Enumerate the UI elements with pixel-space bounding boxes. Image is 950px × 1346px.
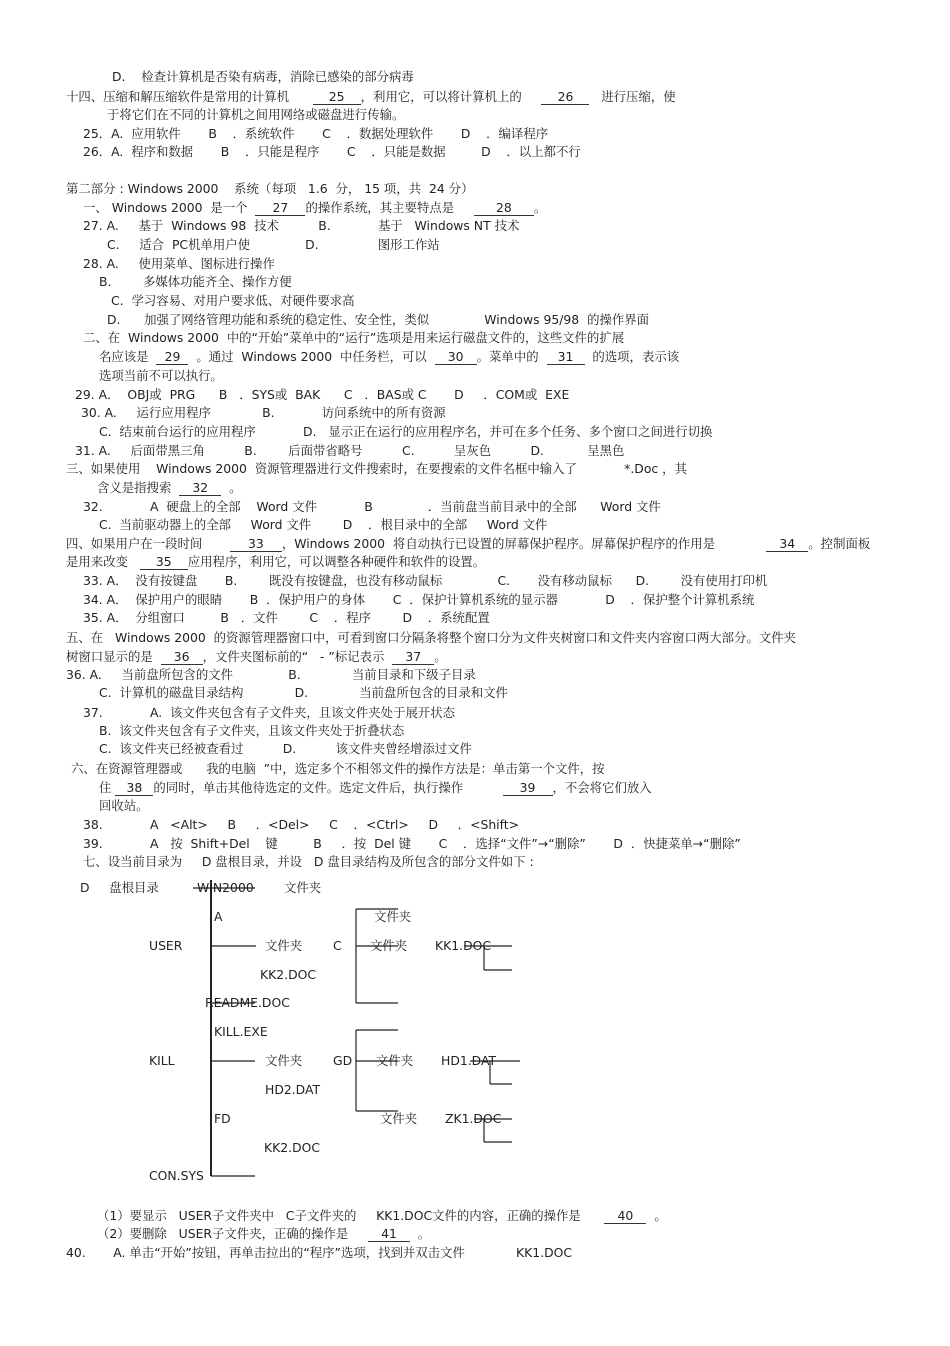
line-text: 35. A． 分组窗口 B ．文件 C ．程序 D ．系统配置 bbox=[83, 610, 490, 625]
tree-node-label: 文件夹 bbox=[284, 880, 322, 895]
line-text: （1）要显示 USER子文件夹中 C子文件夹的 KK1.DOC文件的内容，正确的操作是 bbox=[97, 1208, 605, 1223]
line-text: 30. A. 运行应用程序 B. 访问系统中的所有资源 bbox=[81, 405, 446, 420]
line-text: 。 bbox=[221, 480, 242, 495]
answer-blank: 30 bbox=[435, 350, 477, 365]
tree-node-label: A bbox=[214, 909, 223, 924]
line-text: 27. A. 基于 Windows 98 技术 B. 基于 Windows NT 技术 bbox=[83, 218, 520, 233]
line-text: C. 该文件夹已经被查看过 D. 该文件夹曾经增添过文件 bbox=[99, 741, 472, 756]
line-text: 含义是指搜索 bbox=[97, 480, 180, 495]
line-text: C. 学习容易、对用户要求低、对硬件要求高 bbox=[111, 293, 355, 308]
tree-node-label: KILL.EXE bbox=[214, 1024, 268, 1039]
answer-blank: 36 bbox=[161, 650, 203, 665]
line-text: 四、如果用户在一段时间 bbox=[66, 536, 230, 551]
line-text: 。控制面板 bbox=[808, 536, 871, 551]
line-text: 名应该是 bbox=[99, 349, 157, 364]
tree-node-label: README.DOC bbox=[205, 995, 290, 1010]
line-text: （2）要删除 USER子文件夹，正确的操作是 bbox=[97, 1226, 369, 1241]
line-text: 是用来改变 bbox=[66, 554, 140, 569]
line-text: 38. A <Alt> B ．<Del> C ．<Ctrl> D ．<Shift> bbox=[83, 817, 519, 832]
answer-blank: 27 bbox=[255, 201, 305, 216]
line-text: 三、如果使用 Windows 2000 资源管理器进行文件搜索时，在要搜索的文件名框中输入了 *.Doc ，其 bbox=[66, 461, 687, 476]
line-text: 树窗口显示的是 bbox=[66, 649, 161, 664]
line-text: B. 多媒体功能齐全、操作方便 bbox=[99, 274, 292, 289]
tree-node-label: ZK1.DOC bbox=[445, 1111, 502, 1126]
tree-node-label: KILL bbox=[149, 1053, 175, 1068]
line-text: 二、在 Windows 2000 中的“开始”菜单中的“运行”选项是用来运行磁盘文件的，这些文件的扩展 bbox=[83, 330, 625, 345]
line-text: 进行压缩，使 bbox=[589, 89, 676, 104]
answer-blank: 38 bbox=[115, 781, 153, 796]
tree-node-label: HD2.DAT bbox=[265, 1082, 321, 1097]
answer-blank: 31 bbox=[547, 350, 585, 365]
line-text: ，Windows 2000 将自动执行已设置的屏幕保护程序。屏幕保护程序的作用是 bbox=[281, 536, 767, 551]
line-text: B. 该文件夹包含有子文件夹，且该文件夹处于折叠状态 bbox=[99, 723, 405, 738]
tree-node-label: KK2.DOC bbox=[264, 1140, 321, 1155]
line-text: 32. A 硬盘上的全部 Word 文件 B ．当前盘当前目录中的全部 Word 文件 bbox=[83, 499, 661, 514]
line-text: 40. A. 单击“开始”按钮，再单击拉出的“程序”选项，找到并双击文件 KK1.DOC bbox=[66, 1245, 573, 1260]
tree-node-label: 文件夹 bbox=[265, 938, 303, 953]
line-text: 的同时，单击其他待选定的文件。选定文件后，执行操作 bbox=[153, 780, 503, 795]
line-text: 29. A． OBJ或 PRG B ．SYS或 BAK C ．BAS或 C D ．COM或 EXE bbox=[75, 387, 570, 402]
tree-node-label: 文件夹 bbox=[376, 1053, 414, 1068]
line-text: ，利用它，可以将计算机上的 bbox=[360, 89, 542, 104]
line-text: ，不会将它们放入 bbox=[552, 780, 652, 795]
line-text: 。 bbox=[410, 1226, 431, 1241]
line-text: 。 bbox=[434, 649, 447, 664]
line-text: D. 加强了网络管理功能和系统的稳定性、安全性，类似 Windows 95/98 的操作界面 bbox=[107, 312, 650, 327]
line-text: 回收站。 bbox=[99, 798, 149, 813]
tree-node-label: KK2.DOC bbox=[260, 967, 317, 982]
answer-blank: 32 bbox=[179, 481, 221, 496]
tree-node-label: WIN2000 bbox=[197, 880, 254, 895]
tree-node-label: CON.SYS bbox=[149, 1168, 204, 1183]
answer-blank: 34 bbox=[766, 537, 808, 552]
tree-node-label: C bbox=[333, 938, 342, 953]
line-text: C. 结束前台运行的应用程序 D. 显示正在运行的应用程序名，并可在多个任务、多个窗口之间进行切换 bbox=[99, 424, 713, 439]
tree-node-label: D 盘根目录 bbox=[80, 880, 159, 895]
line-text: 选项当前不可以执行。 bbox=[99, 368, 223, 383]
tree-node-label: USER bbox=[149, 938, 183, 953]
tree-node-label: FD bbox=[214, 1111, 231, 1126]
line-text: D. 检查计算机是否染有病毒，消除已感染的部分病毒 bbox=[112, 69, 414, 84]
tree-node-label: 文件夹 bbox=[265, 1053, 303, 1068]
line-text: 五、在 Windows 2000 的资源管理器窗口中，可看到窗口分隔条将整个窗口分为文件夹树窗口和文件夹内容窗口两大部分。文件夹 bbox=[66, 630, 797, 645]
line-text: 住 bbox=[99, 780, 116, 795]
line-text: 。通过 Windows 2000 中任务栏，可以 bbox=[188, 349, 435, 364]
line-text: 。 bbox=[533, 200, 547, 215]
line-text: 28. A. 使用菜单、图标进行操作 bbox=[83, 256, 275, 271]
answer-blank: 41 bbox=[368, 1227, 410, 1242]
line-text: 。菜单中的 bbox=[476, 349, 547, 364]
line-text: 七、设当前目录为 D 盘根目录，并设 D 盘目录结构及所包含的部分文件如下 : bbox=[83, 854, 534, 869]
answer-blank: 37 bbox=[392, 650, 434, 665]
tree-node-label: 文件夹 bbox=[370, 938, 408, 953]
line-text: 25．A. 应用软件 B ．系统软件 C ．数据处理软件 D ．编译程序 bbox=[83, 126, 549, 141]
line-text: 37. A. 该文件夹包含有子文件夹，且该文件夹处于展开状态 bbox=[83, 705, 456, 720]
line-text: 第二部分 : Windows 2000 系统（每项 1.6 分， 15 项，共 24 分） bbox=[66, 181, 474, 196]
answer-blank: 28 bbox=[474, 201, 534, 216]
answer-blank: 39 bbox=[503, 781, 553, 796]
line-text: 一、 Windows 2000 是一个 bbox=[83, 200, 256, 215]
line-text: 39. A 按 Shift+Del 键 B ．按 Del 键 C ．选择“文件”→“删除” D ．快捷菜单→“删除” bbox=[83, 836, 741, 851]
line-text: 36. A. 当前盘所包含的文件 B. 当前目录和下级子目录 bbox=[66, 667, 476, 682]
line-text: 。 bbox=[646, 1208, 667, 1223]
line-text: 31. A. 后面带黑三角 B. 后面带省略号 C. 呈灰色 D. 呈黑色 bbox=[75, 443, 625, 458]
line-text: ，文件夹图标前的“ - ”标记表示 bbox=[202, 649, 393, 664]
answer-blank: 25 bbox=[313, 90, 361, 105]
answer-blank: 40 bbox=[604, 1209, 646, 1224]
line-text: C. 计算机的磁盘目录结构 D. 当前盘所包含的目录和文件 bbox=[99, 685, 508, 700]
tree-node-label: GD bbox=[333, 1053, 353, 1068]
line-text: 的选项，表示该 bbox=[584, 349, 680, 364]
line-text: 应用程序，利用它，可以调整各种硬件和软件的设置。 bbox=[187, 554, 486, 569]
line-text: 34. A． 保护用户的眼睛 B ．保护用户的身体 C ．保护计算机系统的显示器 D ．保护整个计算机系统 bbox=[83, 592, 755, 607]
answer-blank: 35 bbox=[140, 555, 188, 570]
line-text: 33. A． 没有按键盘 B. 既没有按键盘，也没有移动鼠标 C. 没有移动鼠标 D. 没有使用打印机 bbox=[83, 573, 768, 588]
answer-blank: 29 bbox=[156, 350, 188, 365]
line-text: 十四、压缩和解压缩软件是常用的计算机 bbox=[66, 89, 313, 104]
answer-blank: 33 bbox=[230, 537, 282, 552]
line-text: 26．A. 程序和数据 B ．只能是程序 C ．只能是数据 D ．以上都不行 bbox=[83, 144, 581, 159]
line-text: 于将它们在不同的计算机之间用网络或磁盘进行传输。 bbox=[107, 107, 405, 122]
line-text: C. 当前驱动器上的全部 Word 文件 D ．根目录中的全部 Word 文件 bbox=[99, 517, 548, 532]
line-text: C. 适合 PC机单用户使 D. 图形工作站 bbox=[107, 237, 440, 252]
tree-node-label: 文件夹 bbox=[374, 909, 412, 924]
tree-node-label: HD1.DAT bbox=[441, 1053, 497, 1068]
answer-blank: 26 bbox=[541, 90, 589, 105]
line-text: 六、在资源管理器或 我的电脑 ”中，选定多个不相邻文件的操作方法是：单击第一个文件，按 bbox=[71, 761, 605, 776]
tree-node-label: 文件夹 bbox=[380, 1111, 418, 1126]
tree-node-label: KK1.DOC bbox=[435, 938, 492, 953]
line-text: 的操作系统，其主要特点是 bbox=[305, 200, 474, 215]
